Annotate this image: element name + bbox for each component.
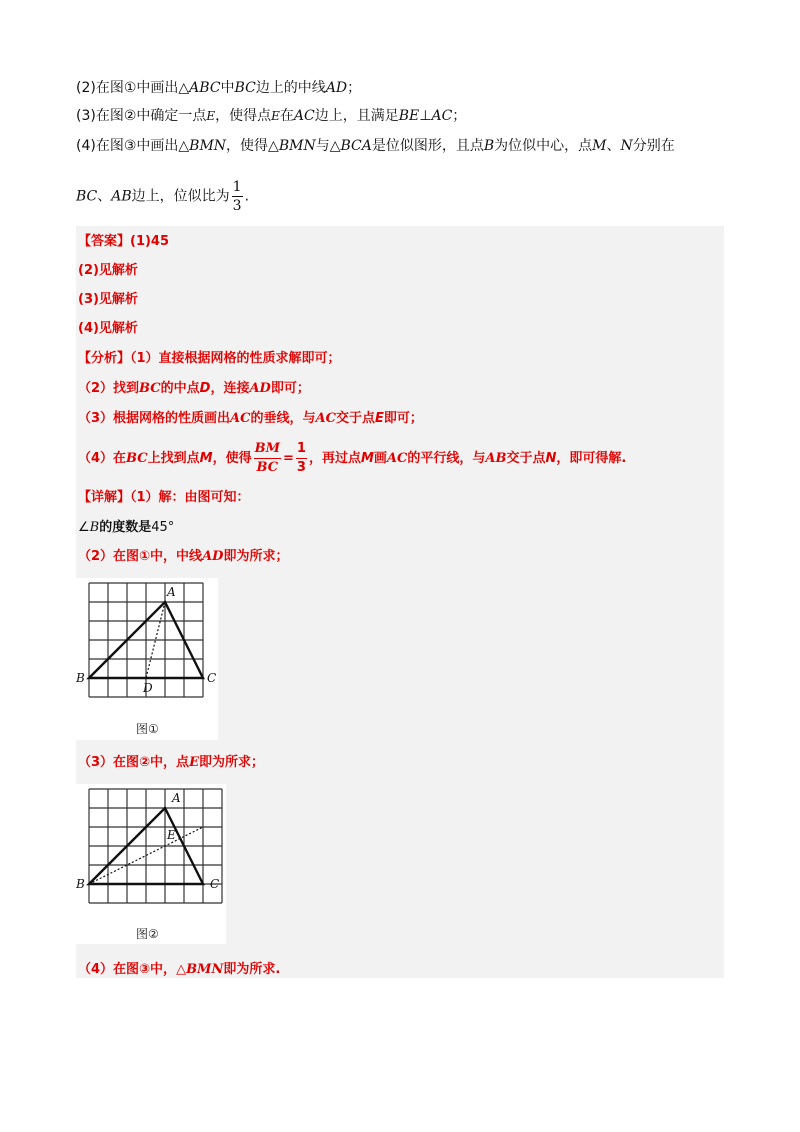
q4-text: 与 — [315, 138, 330, 154]
question-3 — [76, 106, 466, 126]
q2-text: 中 — [220, 80, 235, 96]
math-n: N — [545, 451, 557, 466]
math-e: E — [271, 109, 280, 123]
figure-2 — [76, 784, 226, 944]
math-ab: AB — [485, 451, 507, 466]
figure-2-svg — [76, 784, 226, 944]
math-b: B — [483, 138, 495, 154]
fraction-bm-bc — [254, 440, 281, 477]
math-bmn: BMN — [189, 138, 227, 154]
math-ac: AC — [315, 411, 336, 426]
math-m: M — [360, 451, 374, 466]
q4-text: 是位似图形，且点 — [371, 138, 484, 154]
q4-text: (4)在图③中画出 — [76, 138, 179, 154]
math-ad: AD — [325, 80, 348, 96]
q4b-text: . — [244, 188, 250, 205]
math-bc: BC — [126, 451, 148, 466]
q2-text: ； — [347, 80, 362, 96]
q3-text: (3)在图②中确定一点 — [76, 108, 207, 124]
triangle-symbol: △ — [268, 138, 279, 154]
answer-3: (3)见解析 — [78, 292, 138, 307]
q3-text: ； — [452, 108, 467, 124]
label-b: B — [76, 671, 85, 685]
analysis-text: ，连接 — [210, 381, 250, 396]
figure-1-grid — [89, 583, 203, 697]
detail-text: 即为所求； — [223, 549, 289, 564]
math-be: BE — [398, 108, 420, 124]
math-ad: AD — [202, 549, 224, 564]
detail-text: （4）在图③中， — [78, 962, 177, 977]
math-bc: BC — [139, 381, 161, 396]
q3-text: ，使得点 — [215, 108, 272, 124]
analysis-line-3 — [78, 409, 423, 429]
math-e: E — [206, 109, 216, 123]
analysis-text: 即可； — [270, 381, 310, 396]
angle-symbol: ∠ — [78, 520, 90, 535]
math-ac: AC — [431, 108, 453, 124]
q4b-text: 边上，位似比为 — [131, 188, 230, 205]
math-e: E — [189, 755, 199, 770]
fraction-numerator: 1 — [296, 440, 307, 459]
math-bmn: BMN — [278, 138, 316, 154]
fraction-denominator: 3 — [296, 460, 306, 475]
detail-text: 即为所求； — [198, 755, 264, 770]
triangle-symbol: △ — [178, 80, 190, 96]
detail-text: 的度数是 — [99, 520, 152, 535]
detail-line-3 — [78, 547, 288, 567]
math-m: M — [592, 138, 607, 154]
analysis-text: ，即可得解. — [556, 451, 627, 466]
math-ad: AD — [249, 381, 271, 396]
analysis-text: 交于点 — [506, 451, 546, 466]
math-b: B — [89, 520, 100, 535]
angle-value: 45° — [151, 520, 175, 535]
answer-4: (4)见解析 — [78, 321, 138, 336]
question-4 — [76, 136, 675, 156]
math-ab: AB — [111, 188, 132, 205]
math-bc: BC — [234, 80, 256, 96]
analysis-text: ，再过点 — [308, 451, 361, 466]
q2-text: 边上的中线 — [255, 80, 326, 96]
analysis-text: 的平行线，与 — [407, 451, 486, 466]
detail-line-2 — [78, 518, 174, 538]
label-a: A — [167, 585, 176, 599]
math-n: N — [620, 138, 633, 154]
math-ac: AC — [386, 451, 408, 466]
q4-text: ，使得 — [226, 138, 269, 154]
figure-2-grid — [89, 789, 222, 903]
detail-line-1: 【详解】（1）解：由图可知： — [78, 490, 250, 505]
label-b: B — [76, 877, 85, 891]
q3-text: 在 — [279, 108, 294, 124]
math-bmn: BMN — [186, 962, 224, 977]
analysis-line-1: 【分析】（1）直接根据网格的性质求解即可； — [78, 351, 341, 366]
triangle-symbol: △ — [176, 962, 187, 977]
label-c: C — [210, 877, 220, 891]
figure-2-caption: 图② — [136, 927, 159, 941]
fraction-numerator: BM — [254, 440, 281, 459]
question-2 — [76, 78, 361, 98]
triangle-symbol: △ — [178, 138, 190, 154]
equals-sign: = — [282, 451, 294, 466]
q4-text: 分别在 — [632, 138, 675, 154]
question-4-continued — [76, 178, 249, 215]
answer-2: (2)见解析 — [78, 263, 138, 278]
q4-text: 、 — [606, 138, 621, 154]
detail-text: 即为所求. — [223, 962, 281, 977]
q4-text: 为位似中心，点 — [494, 138, 593, 154]
math-bca: BCA — [340, 138, 372, 154]
math-m: M — [199, 451, 213, 466]
label-e: E — [167, 828, 176, 842]
analysis-text: 的垂线，与 — [250, 411, 316, 426]
analysis-text: 上找到点 — [147, 451, 200, 466]
analysis-text: 画 — [373, 451, 387, 466]
math-ac: AC — [230, 411, 251, 426]
math-abc: ABC — [189, 80, 221, 96]
fraction-denominator: BC — [256, 460, 279, 475]
math-d: D — [199, 381, 211, 396]
q2-text: (2)在图①中画出 — [76, 80, 179, 96]
fraction-one-third — [232, 178, 243, 215]
analysis-text: 交于点 — [335, 411, 375, 426]
analysis-text: 即可； — [383, 411, 423, 426]
math-bc: BC — [76, 188, 98, 205]
analysis-text: ，使得 — [212, 451, 252, 466]
analysis-text: （2）找到 — [78, 381, 140, 396]
label-c: C — [207, 671, 217, 685]
detail-text: （2）在图①中，中线 — [78, 549, 203, 564]
analysis-line-2 — [78, 379, 310, 399]
analysis-line-4 — [78, 440, 626, 478]
fraction-one-third — [296, 440, 307, 477]
analysis-text: （4）在 — [78, 451, 127, 466]
label-a: A — [172, 791, 181, 805]
figure-1-caption: 图① — [136, 722, 159, 736]
figure-1 — [76, 578, 218, 740]
fraction-numerator: 1 — [232, 179, 242, 195]
math-e: E — [374, 411, 384, 426]
detail-line-4 — [78, 753, 264, 773]
label-d: D — [143, 681, 153, 695]
detail-text: （3）在图②中，点 — [78, 755, 190, 770]
detail-line-5 — [78, 960, 280, 980]
q3-text: 边上，且满足 — [314, 108, 399, 124]
analysis-text: 的中点 — [160, 381, 200, 396]
perp-symbol: ⊥ — [419, 108, 432, 124]
fraction-denominator: 3 — [232, 198, 242, 214]
math-ac: AC — [293, 108, 315, 124]
analysis-text: （3）根据网格的性质画出 — [78, 411, 231, 426]
q4b-text: 、 — [97, 188, 112, 205]
answer-label: 【答案】(1)45 — [78, 234, 170, 249]
figure-1-svg — [76, 578, 218, 740]
triangle-symbol: △ — [329, 138, 341, 154]
